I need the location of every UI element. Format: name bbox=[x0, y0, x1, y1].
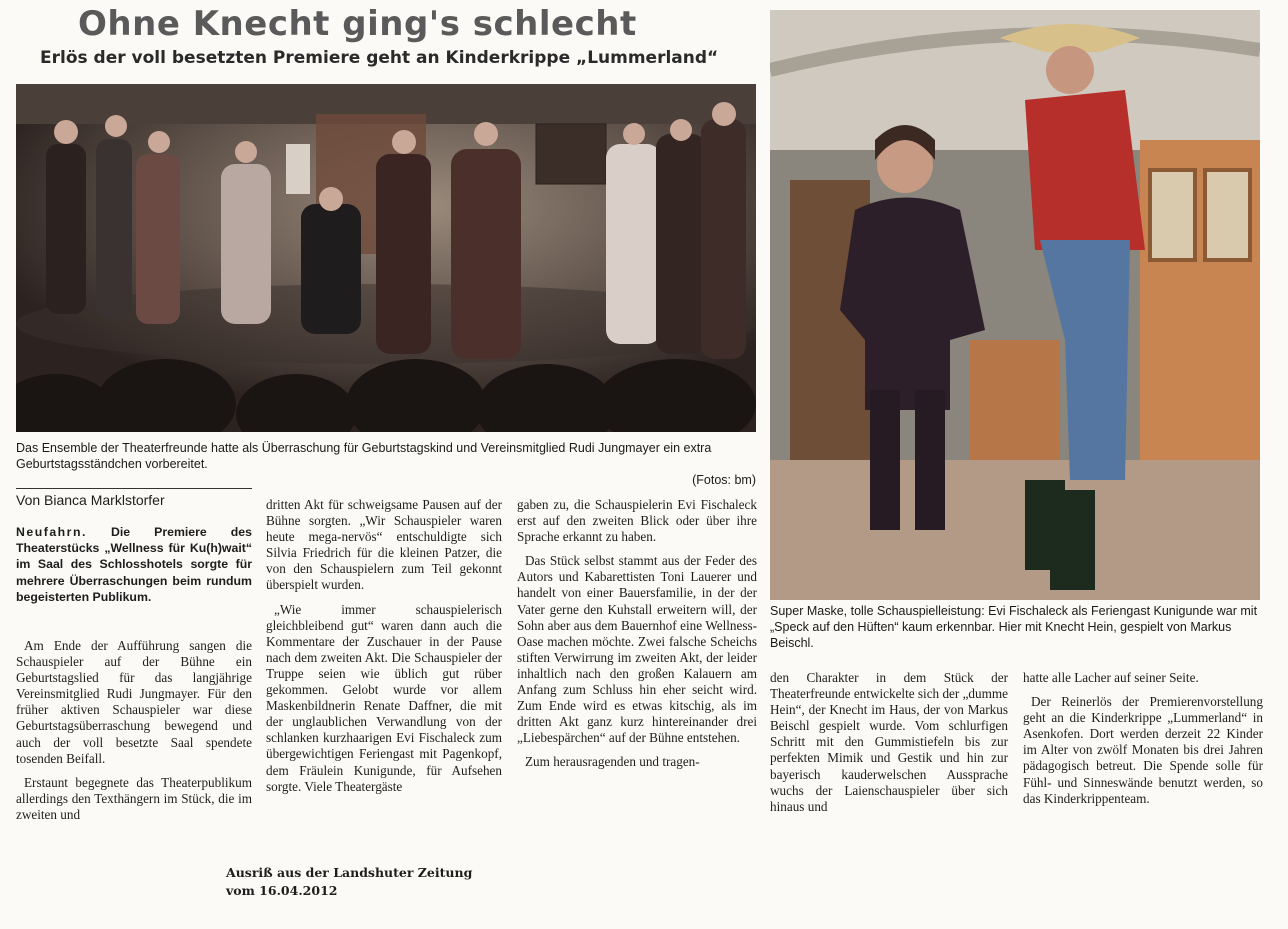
kunigunde-photo-caption: Super Maske, tolle Schauspielleistung: Evi Fischaleck als Feriengast Kunigunde war mit „Speck auf den Hüften“ kaum erkennbar. Hier mit Knecht Hein, gespielt von Markus Beischl. bbox=[770, 604, 1258, 650]
ensemble-photo-caption bbox=[16, 440, 756, 488]
lead-text: Die Premiere des Theaterstücks „Wellness für Ku(h)wait“ im Saal des Schlosshotels sorgte für mehrere Überraschungen beim rundum begeisterten Publikum. bbox=[16, 525, 252, 604]
paragraph: Erstaunt begegnete das Theaterpublikum allerdings den Texthängern im Stück, die im zweiten und bbox=[16, 774, 252, 822]
ensemble-photo bbox=[16, 84, 756, 432]
source-line-2: vom 16.04.2012 bbox=[226, 883, 338, 898]
text-column-5 bbox=[1023, 670, 1263, 815]
paragraph: Das Stück selbst stammt aus der Feder des Autors und Kabarettisten Toni Lauerer und handelt von einer Bauersfamilie, in der der Vater gerne den Kuhstall erweitern will, der Sohn aber aus dem Bauernhof eine Wellness-Oase machen möchte. Zwei falsche Scheichs stiften Verwirrung im zweiten Akt, der leider inhaltlich nach den großen Kalauern am Anfang zum Schluss hin eher seicht wird. Zum Ende wird es etwas kitschig, als im dritten Akt ganz kurz hintereinander drei „Liebespärchen“ auf der Bühne entstehen. bbox=[517, 553, 757, 746]
text-column-2 bbox=[266, 497, 502, 803]
paragraph: Zum herausragenden und tragen- bbox=[525, 754, 700, 770]
text-column-1 bbox=[16, 638, 252, 831]
paragraph: hatte alle Lacher auf seiner Seite. bbox=[1023, 670, 1199, 685]
text-column-4 bbox=[770, 670, 1008, 823]
byline: Von Bianca Marklstorfer bbox=[16, 488, 252, 508]
lead-paragraph bbox=[16, 524, 252, 605]
dateline: Neufahrn. bbox=[16, 525, 87, 539]
source-note bbox=[226, 864, 526, 900]
paragraph: Der Reinerlös der Premierenvorstellung geht an die Kinderkrippe „Lummerland“ in Asenkofen. Dort werden derzeit 22 Kinder im Alter von zwölf Monaten bis drei Jahren pädagogisch betreut. Die Spende solle für Fühl- und Sinneswände benutzt werden, so das Kinderkrippenteam. bbox=[1023, 694, 1263, 806]
paragraph: „Wie immer schauspielerisch gleichbleibend gut“ waren dann auch die Kommentare der Zuschauer in der Pause nach dem zweiten Akt. Die Schauspieler der Truppe seien wie üblich gut rüber gekommen. Gelobt wurde vor allem Maskenbildnerin Renate Daffner, die mit der unglaublichen Verwandlung von der schlanken kurzhaarigen Evi Fischaleck zum übergewichtigen Feriengast mit Pagenkopf, dem Fräulein Kunigunde, für Aufsehen sorgte. Viele Theatergäste bbox=[266, 601, 502, 794]
paragraph: dritten Akt für schweigsame Pausen auf der Bühne sorgten. „Wir Schauspieler waren heute mega-nervös“ entschuldigte sich Silvia Friedrich für die kleinen Patzer, die von den Schauspielern zum Teil gekonnt überspielt wurden. bbox=[266, 497, 502, 593]
kunigunde-photo bbox=[770, 10, 1260, 600]
subheadline: Erlös der voll besetzten Premiere geht an Kinderkrippe „Lummerland“ bbox=[40, 48, 719, 68]
paragraph: den Charakter in dem Stück der Theaterfreunde entwickelte sich der „dumme Hein“, der Knecht im Haus, der von Markus Beischl gespielt wurde. Vom schlurfigen Schritt mit den Gummistiefeln bis zur perfekten Mimik und Gestik und hin zur bayerisch kauderwelschen Aussprache wuchs der Laienschauspieler über sich hinaus und bbox=[770, 670, 1008, 814]
photo-credit: (Fotos: bm) bbox=[692, 473, 756, 487]
text-column-3 bbox=[517, 497, 757, 779]
paragraph: Am Ende der Aufführung sangen die Schauspieler auf der Bühne ein Geburtstagslied für das langjährige Vereinsmitglied Rudi Jungmayer. Für den früher aktiven Schauspieler war diese Geburtstagsüberraschung bewegend und auch der voll besetzte Saal spendete tosenden Beifall. bbox=[16, 638, 252, 766]
paragraph: gaben zu, die Schauspielerin Evi Fischaleck erst auf den zweiten Blick oder über ihre Sprache erkannt zu haben. bbox=[517, 497, 757, 545]
source-line-1: Ausriß aus der Landshuter Zeitung bbox=[226, 865, 473, 880]
caption-text: Das Ensemble der Theaterfreunde hatte als Überraschung für Geburtstagskind und Vereinsmitglied Rudi Jungmayer ein extra Geburtstagsständchen vorbereitet. bbox=[16, 441, 712, 471]
headline: Ohne Knecht ging's schlecht bbox=[78, 4, 637, 44]
